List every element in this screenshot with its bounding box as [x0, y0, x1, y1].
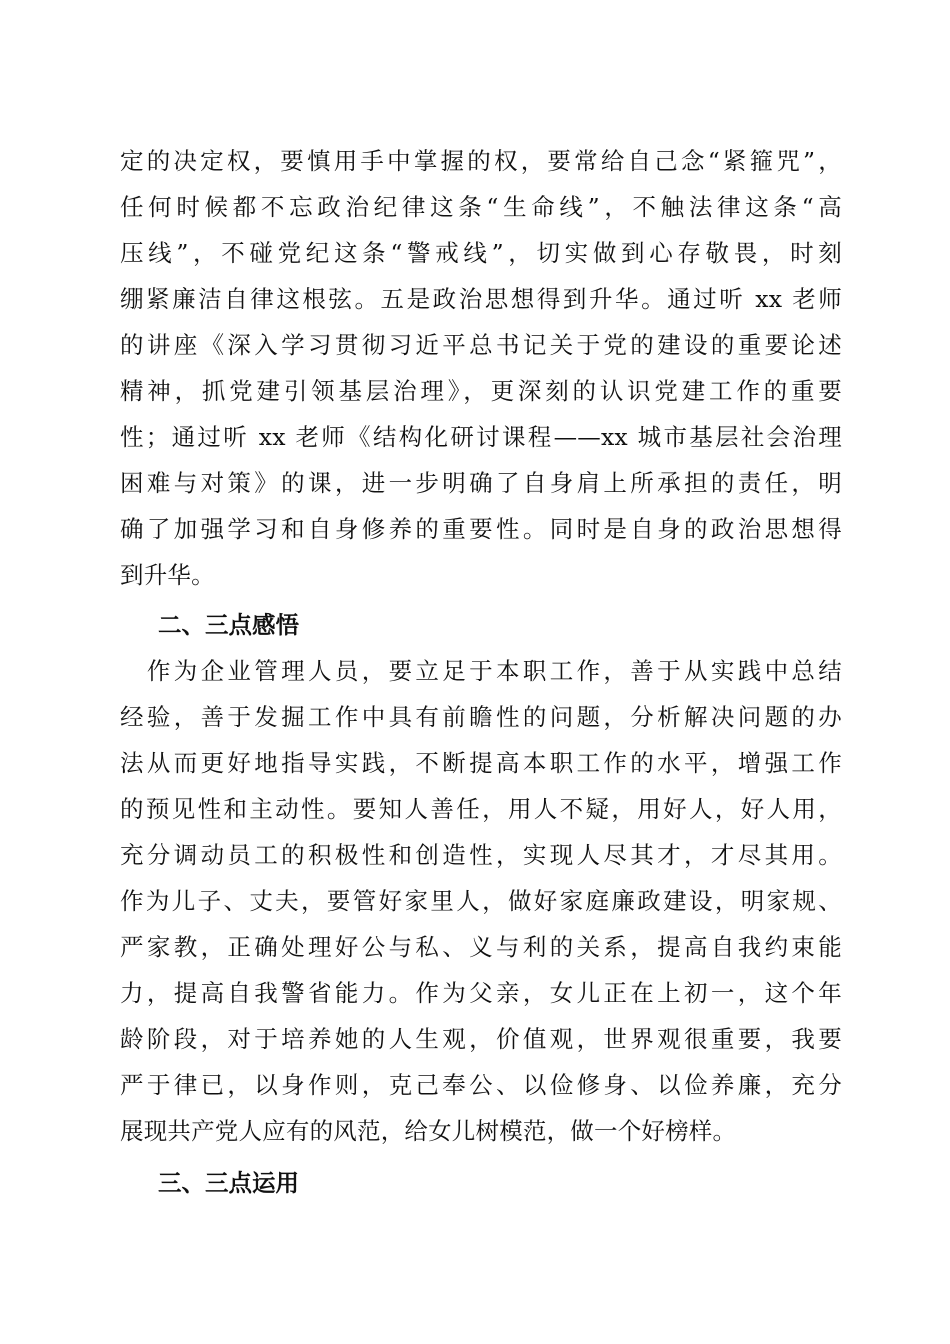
- text-line: 龄阶段，对于培养她的人生观，价值观，世界观很重要，我要: [120, 1025, 842, 1053]
- document-body: [120, 138, 842, 1206]
- text-line: 的预见性和主动性。要知人善任，用人不疑，用好人，好人用，: [120, 795, 842, 823]
- paragraph-decision-power: [120, 138, 842, 598]
- text-line: 精神，抓党建引领基层治理》，更深刻的认识党建工作的重要: [120, 377, 842, 405]
- paragraph-three-insights: [120, 648, 842, 1154]
- text-line: 压线”，不碰党纪这条“警戒线”，切实做到心存敬畏，时刻: [120, 239, 842, 267]
- text-line: 展现共产党人应有的风范，给女儿树模范，做一个好榜样。: [120, 1117, 737, 1145]
- text-line: 力，提高自我警省能力。作为父亲，女儿正在上初一，这个年: [120, 979, 842, 1007]
- text-line: 绷紧廉洁自律这根弦。五是政治思想得到升华。通过听 xx 老师: [120, 285, 842, 313]
- text-line: 任何时候都不忘政治纪律这条“生命线”，不触法律这条“高: [120, 193, 842, 221]
- text-line: 严于律已，以身作则，克己奉公、以俭修身、以俭养廉，充分: [120, 1071, 842, 1099]
- text-line: 作为企业管理人员，要立足于本职工作，善于从实践中总结: [120, 657, 842, 685]
- text-line: 定的决定权，要慎用手中掌握的权，要常给自己念“紧箍咒”，: [120, 147, 842, 175]
- text-line: 充分调动员工的积极性和创造性，实现人尽其才，才尽其用。: [120, 841, 842, 869]
- text-line: 经验，善于发掘工作中具有前瞻性的问题，分析解决问题的办: [120, 703, 842, 731]
- text-line: 的讲座《深入学习贯彻习近平总书记关于党的建设的重要论述: [120, 331, 842, 359]
- text-line: 困难与对策》的课，进一步明确了自身肩上所承担的责任，明: [120, 469, 842, 497]
- text-line: 确了加强学习和自身修养的重要性。同时是自身的政治思想得: [120, 515, 842, 543]
- text-line: 作为儿子、丈夫，要管好家里人，做好家庭廉政建设，明家规、: [120, 887, 842, 915]
- section-heading-three: 三、三点运用: [158, 1169, 299, 1197]
- text-line: 到升华。: [120, 561, 215, 589]
- text-line: 严家教，正确处理好公与私、义与利的关系，提高自我约束能: [120, 933, 842, 961]
- text-line: 法从而更好地指导实践，不断提高本职工作的水平，增强工作: [120, 749, 842, 777]
- section-heading-two: 二、三点感悟: [158, 611, 299, 639]
- text-line: 性；通过听 xx 老师《结构化研讨课程——xx 城市基层社会治理: [120, 423, 842, 451]
